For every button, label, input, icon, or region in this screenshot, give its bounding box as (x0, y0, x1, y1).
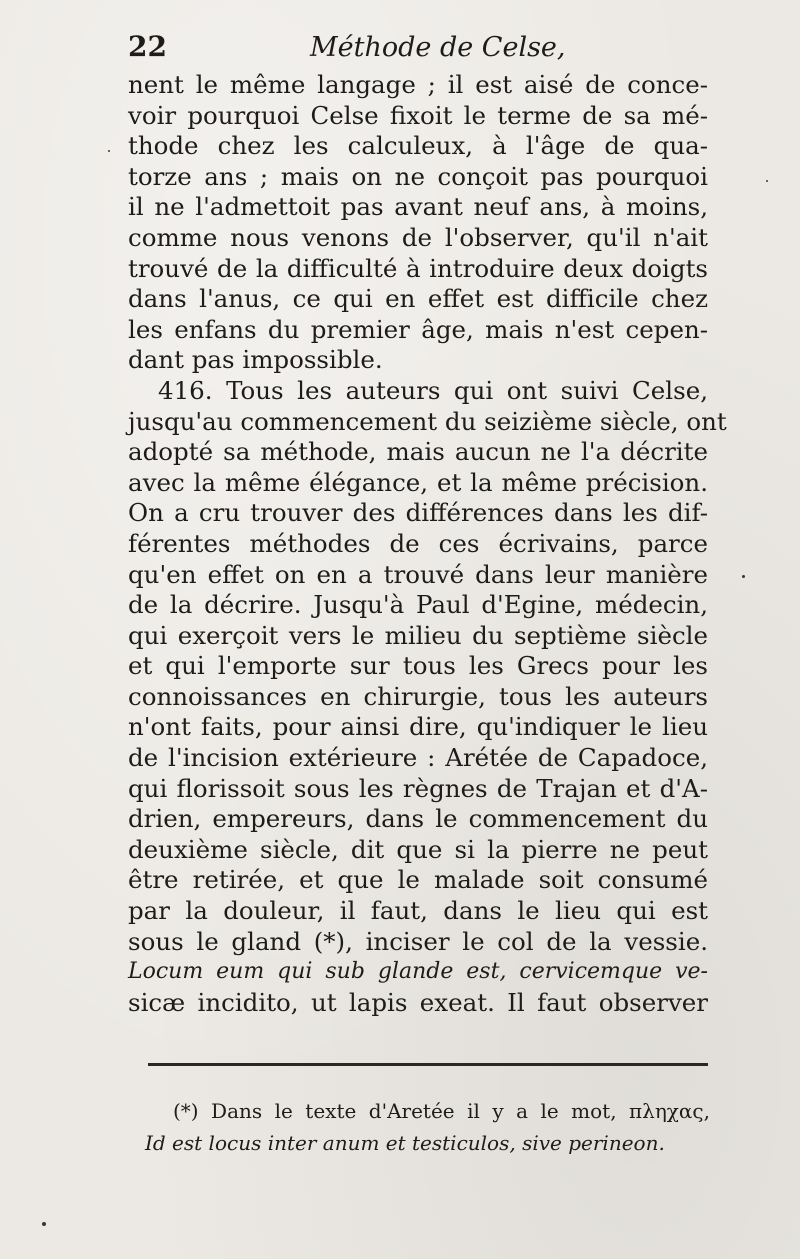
text-line: qui exerçoit vers le milieu du septième siècle (128, 620, 708, 650)
paper-speck (108, 150, 110, 152)
page-number: 22 (128, 30, 167, 63)
footnote (145, 1095, 710, 1159)
text-line: dans l'anus, ce qui en effet est difficile chez (128, 284, 708, 314)
text-line: il ne l'admettoit pas avant neuf ans, à moins, (128, 192, 708, 222)
text-line: n'ont faits, pour ainsi dire, qu'indiquer le lieu (128, 712, 708, 742)
text-line: férentes méthodes de ces écrivains, parce (128, 528, 708, 558)
text-line: voir pourquoi Celse fixoit le terme de sa mé- (128, 100, 708, 130)
text-line: qui florissoit sous les règnes de Trajan et d'A- (128, 773, 708, 803)
text-line: drien, empereurs, dans le commencement du (128, 804, 708, 834)
text-line: torze ans ; mais on ne conçoit pas pourquoi (128, 161, 708, 191)
paragraph-416-start: 416. Tous les auteurs qui ont suivi Celse, (158, 375, 708, 405)
paper-speck (766, 180, 768, 182)
paper-speck (42, 1222, 46, 1226)
footnote-divider (148, 1063, 708, 1066)
running-title: Méthode de Celse, (310, 32, 566, 63)
text-line: thode chez les calculeux, à l'âge de qua- (128, 131, 708, 161)
text-line: connoissances en chirurgie, tous les auteurs (128, 681, 708, 711)
text-line: comme nous venons de l'observer, qu'il n'ait (128, 222, 708, 252)
footnote-line: (*) Dans le texte d'Aretée il y a le mot, πληχας, (173, 1099, 710, 1123)
text-line: et qui l'emporte sur tous les Grecs pour les (128, 651, 708, 681)
text-line: deuxième siècle, dit que si la pierre ne peut (128, 834, 708, 864)
text-line: de l'incision extérieure : Arétée de Capadoce, (128, 743, 708, 773)
text-line: sicæ incidito, ut lapis exeat. Il faut observer (128, 987, 708, 1017)
main-text (128, 70, 727, 1018)
text-line: par la douleur, il faut, dans le lieu qui est (128, 896, 708, 926)
text-line: On a cru trouver des différences dans les dif- (128, 498, 708, 528)
text-line: trouvé de la difficulté à introduire deux doigts (128, 253, 708, 283)
footnote-line: Id est locus inter anum et testiculos, sive perineon. (145, 1131, 665, 1155)
text-line: sous le gland (*), inciser le col de la vessie. (128, 926, 708, 956)
paper-speck (742, 575, 745, 578)
text-line: nent le même langage ; il est aisé de conce- (128, 70, 708, 99)
text-line: de la décrire. Jusqu'à Paul d'Egine, médecin, (128, 590, 708, 620)
latin-quote-line: Locum eum qui sub glande est, cervicemque ve- (128, 959, 708, 985)
page-header (128, 30, 718, 70)
text-line: adopté sa méthode, mais aucun ne l'a décrite (128, 437, 708, 467)
text-line: être retirée, et que le malade soit consumé (128, 865, 708, 895)
text-line: avec la même élégance, et la même précision. (128, 467, 708, 497)
text-line: les enfans du premier âge, mais n'est cepen- (128, 314, 708, 344)
text-line: jusqu'au commencement du seizième siècle, ont (128, 406, 727, 436)
text-line: dant pas impossible. (128, 345, 383, 375)
text-line: qu'en effet on en a trouvé dans leur manière (128, 559, 708, 589)
